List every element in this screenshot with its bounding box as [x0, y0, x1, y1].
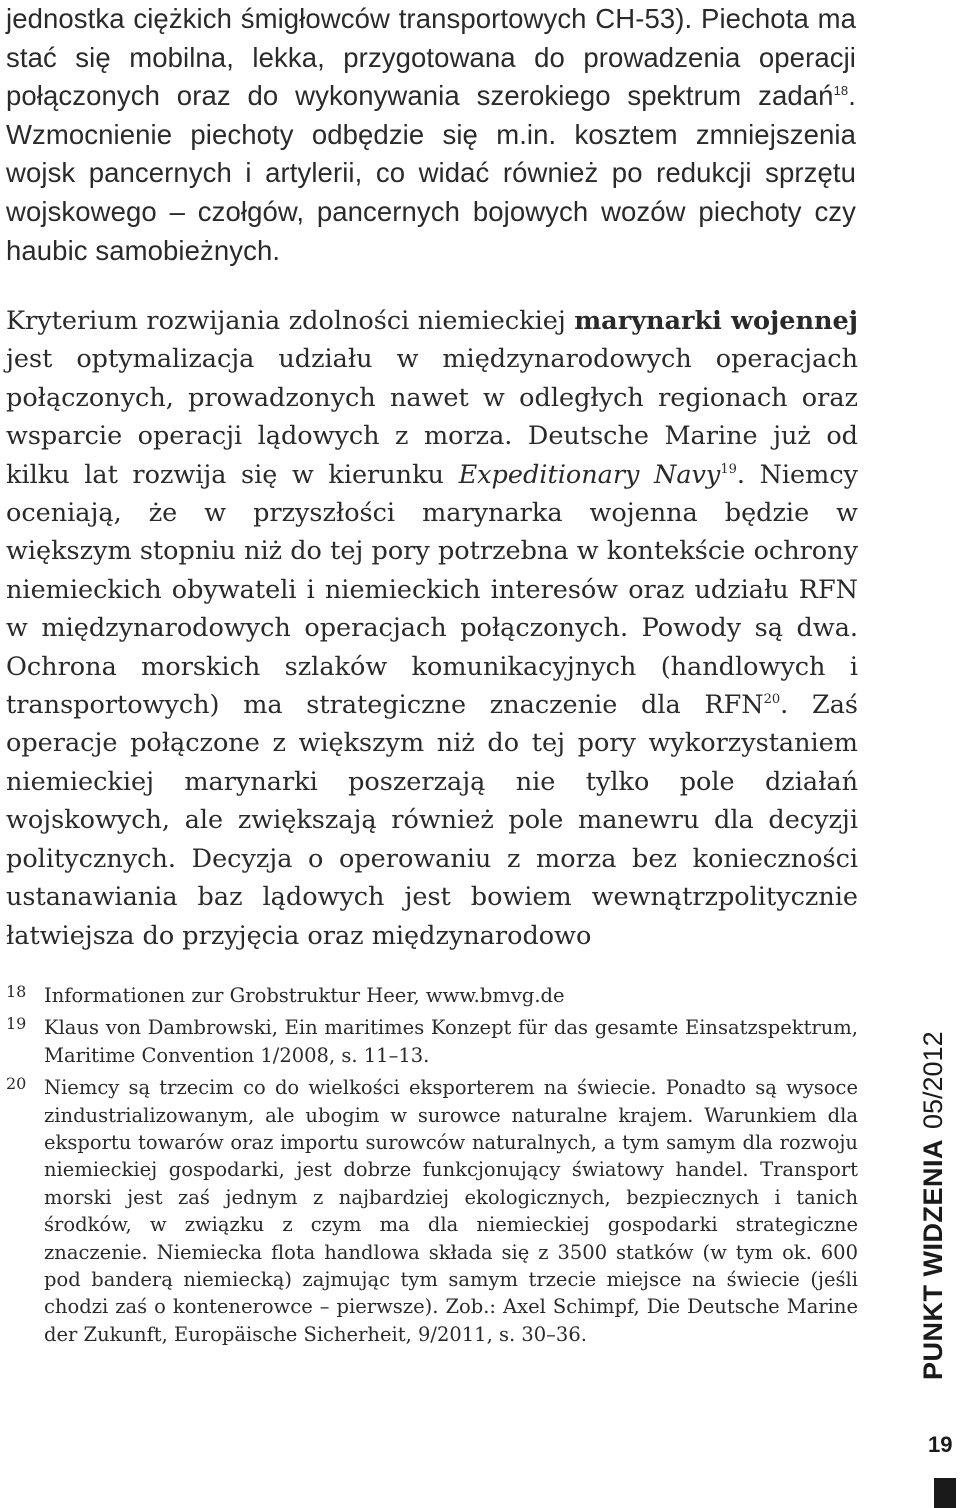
footnote-number: 18	[6, 982, 27, 1001]
footnote-20	[6, 1074, 858, 1348]
footnote-text: Klaus von Dambrowski, Ein maritimes Konzept für das gesamte Einsatzspektrum, Maritime Convention 1/2008, s. 11–13.	[44, 1016, 858, 1067]
page-marker-bar	[934, 1478, 956, 1508]
footnote-19	[6, 1014, 858, 1069]
journal-label	[918, 1031, 949, 1380]
running-footer	[878, 1000, 958, 1400]
footnotes	[6, 982, 858, 1353]
page-number: 19	[928, 1432, 953, 1457]
footnote-18	[6, 982, 858, 1009]
footnote-text: Informationen zur Grobstruktur Heer, www.bmvg.de	[44, 984, 565, 1007]
paragraph-text: jednostka ciężkich śmigłowców transportowych CH-53). Piechota ma stać się mobilna, lekka, przygotowana do prowadzenia operacji połączonych oraz do wykonywania szerokiego spektrum zadań	[6, 3, 856, 112]
footnote-text: Niemcy są trzecim co do wielkości eksporterem na świecie. Ponadto są wysoce zindustrializowanym, ale ubogim w surowce naturalne krajem. Warunkiem dla eksportu towarów oraz importu surowców naturalnych, a tym samym dla rozwoju niemieckiej gospodarki, jest dobrze funkcjonujący światowy handel. Transport morski jest zaś jednym z najbardziej ekologicznych, bezpiecznych i tanich środków, w związku z czym ma dla niemieckiej gospodarki strategiczne znaczenie. Niemiecka flota handlowa składa się z 3500 statków (w tym ok. 600 pod banderą niemiecką) zajmując tym samym trzecie miejsce na świecie (jeśli chodzi zaś o kontenerowce – pierwsze). Zob.: Axel Schimpf, Die Deutsche Marine der Zukunft, Europäische Sicherheit, 9/2011, s. 30–36.	[44, 1076, 858, 1346]
paragraph-text: . Zaś operacje połączone z większym niż do tej pory wykorzystaniem niemieckiej marynarki poszerzają nie tylko pole działań wojskowych, ale zwiększają również pole manewru dla decyzji politycznych. Decyzja o operowaniu z morza bez konieczności ustanawiania baz lądowych jest bowiem wewnątrzpolitycznie łatwiejsza do przyjęcia oraz międzynarodowo	[6, 690, 858, 951]
journal-title: PUNKT WIDZENIA	[918, 1139, 948, 1380]
footnote-ref-20[interactable]: 20	[763, 692, 781, 708]
paragraph-text: jest optymalizacja udziału w międzynarodowych operacjach połączonych, prowadzonych nawet w odległych regionach oraz wsparcie operacji lądowych z morza. Deutsche Marine już od kilku lat rozwija się w kierunku	[6, 344, 858, 490]
body-paragraph-2	[6, 302, 858, 955]
issue-number: 05/2012	[918, 1031, 948, 1130]
footnote-ref-18[interactable]: 18	[833, 83, 849, 99]
footnote-number: 20	[6, 1074, 27, 1094]
italic-term: Expeditionary Navy	[458, 459, 721, 490]
paragraph-text: . Niemcy oceniają, że w przyszłości marynarka wojenna będzie w większym stopniu niż do tej pory potrzebna w kontekście ochrony niemieckich obywateli i niemieckich interesów oraz udziału RFN w międzynarodowych operacjach połączonych. Powody są dwa. Ochrona morskich szlaków komunikacyjnych (handlowych i transportowych) ma strategiczne znaczenie dla RFN	[6, 459, 859, 721]
paragraph-text: . Wzmocnienie piechoty odbędzie się m.in. kosztem zmniejszenia wojsk pancernych i artylerii, co widać również po redukcji sprzętu wojskowego – czołgów, pancernych bojowych wozów piechoty czy haubic samobieżnych.	[6, 80, 856, 266]
footnote-number: 19	[6, 1014, 27, 1034]
paragraph-text: Kryterium rozwijania zdolności niemieckiej	[6, 306, 575, 336]
footnote-ref-19[interactable]: 19	[720, 461, 737, 477]
body-paragraph-1	[6, 0, 856, 270]
bold-term: marynarki wojennej	[574, 306, 858, 336]
